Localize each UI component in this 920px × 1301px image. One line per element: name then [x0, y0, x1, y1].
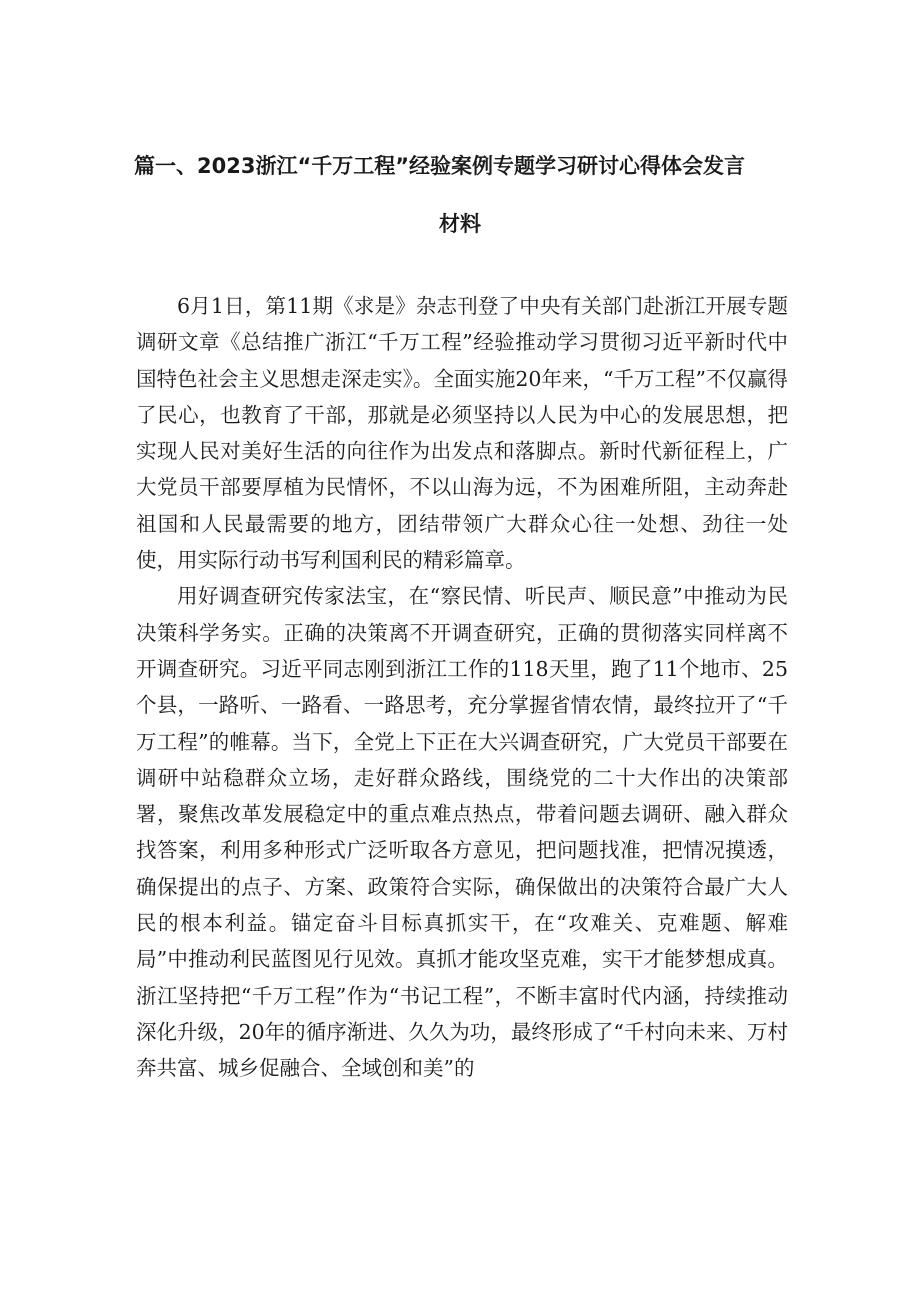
document-title-continuation: 材料	[439, 212, 481, 236]
document-title: 篇一、2023浙江“千万工程”经验案例专题学习研讨心得体会发言	[134, 154, 746, 178]
document-body	[136, 288, 788, 1087]
paragraph-2: 用好调查研究传家法宝，在“察民情、听民声、顺民意”中推动为民决策科学务实。正确的决策离不开调查研究，正确的贯彻落实同样离不开调查研究。习近平同志刚到浙江工作的118天里，跑了11个地市、25个县，一路听、一路看、一路思考，充分掌握省情农情，最终拉开了“千万工程”的帷幕。当下，全党上下正在大兴调查研究，广大党员干部要在调研中站稳群众立场，走好群众路线，围绕党的二十大作出的决策部署，聚焦改革发展稳定中的重点难点热点，带着问题去调研、融入群众找答案，利用多种形式广泛听取各方意见，把问题找准，把情况摸透，确保提出的点子、方案、政策符合实际，确保做出的决策符合最广大人民的根本利益。锚定奋斗目标真抓实干，在“攻难关、克难题、解难局”中推动利民蓝图见行见效。真抓才能攻坚克难，实干才能梦想成真。浙江坚持把“千万工程”作为“书记工程”，不断丰富时代内涵，持续推动深化升级，20年的循序渐进、久久为功，最终形成了“千村向未来、万村奔共富、城乡促融合、全域创和美”的	[136, 584, 788, 1081]
paragraph-1: 6月1日，第11期《求是》杂志刊登了中央有关部门赴浙江开展专题调研文章《总结推广浙江“千万工程”经验推动学习贯彻习近平新时代中国特色社会主义思想走深走实》。全面实施20年来，“千万工程”不仅赢得了民心，也教育了干部，那就是必须坚持以人民为中心的发展思想，把实现人民对美好生活的向往作为出发点和落脚点。新时代新征程上，广大党员干部要厚植为民情怀，不以山海为远，不为困难所阻，主动奔赴祖国和人民最需要的地方，团结带领广大群众心往一处想、劲往一处使，用实际行动书写利国利民的精彩篇章。	[136, 294, 788, 573]
